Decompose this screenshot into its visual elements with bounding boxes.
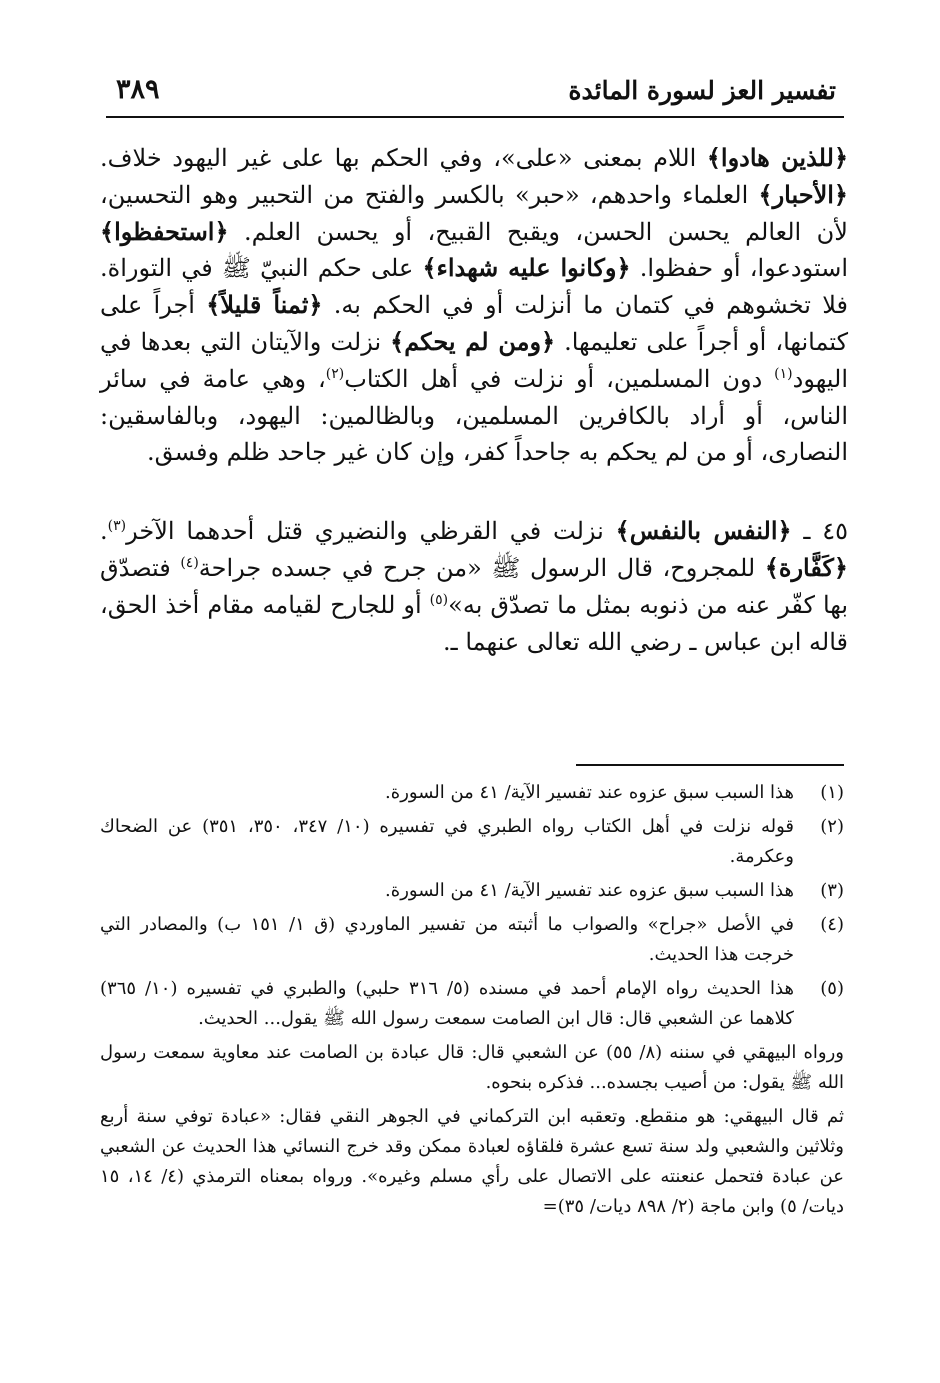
text-span: دون المسلمين، أو نزلت في أهل الكتاب — [344, 364, 775, 393]
footnote-5-continuation: ورواه البيهقي في سننه (٨/ ٥٥) عن الشعبي قال: قال عبادة بن الصامت عند معاوية سمعت رسول الله ﷺ يقول: من أصيب بجسده... فذكره بنحوه. — [100, 1042, 844, 1093]
footnote-text: هذا السبب سبق عزوه عند تفسير الآية/ ٤١ من السورة. — [385, 782, 794, 803]
footnote-2 — [100, 812, 844, 872]
footnote-ref: (٥) — [429, 591, 449, 608]
text-span: استودعوا، أو حفظوا. — [630, 254, 849, 283]
page-header — [106, 72, 844, 112]
paragraph-verse-45 — [100, 513, 848, 660]
paragraph-verse-44 — [100, 140, 848, 471]
footnote-number: (٥) — [820, 978, 844, 999]
footnote-text: هذا الحديث رواه الإمام أحمد في مسنده (٥/ ٣١٦ حلبي) والطبري في تفسيره (١٠/ ٣٦٥) كلاهما عن الشعبي قال: قال ابن الصامت سمعت رسول الله ﷺ يقول... الحديث. — [100, 978, 794, 1029]
footnote-text: في الأصل «جراح» والصواب ما أثبته من تفسير الماوردي (ق ١/ ١٥١ ب) والمصادر التي خرجت هذا الحديث. — [100, 914, 794, 965]
footnote-3 — [100, 876, 844, 906]
running-title: تفسير العز لسورة المائدة — [568, 76, 836, 105]
footnote-5 — [100, 974, 844, 1034]
quran-term: ﴿كَفَّارة﴾ — [764, 552, 848, 582]
text-span: للمجروح، قال الرسول ﷺ «من جرح في جسده جراحة — [198, 553, 765, 582]
quran-term: ﴿النفس بالنفس﴾ — [615, 516, 792, 546]
footnote-number: (٣) — [820, 880, 844, 901]
text-span: على حكم النبيّ ﷺ في التوراة. فلا تخشوهم في كتمان ما أنزلت أو في الحكم به. — [100, 254, 848, 320]
footnote-4 — [100, 910, 844, 970]
text-span: اللام بمعنى «على»، وفي الحكم بها على غير اليهود خلاف. — [100, 144, 707, 172]
footnote-ref: (٣) — [107, 518, 127, 535]
footnote-ref: (٤) — [180, 554, 199, 571]
text-span: . — [100, 517, 108, 546]
footnote-text: هذا السبب سبق عزوه عند تفسير الآية/ ٤١ من السورة. — [385, 880, 794, 901]
footnote-text: قوله نزلت في أهل الكتاب رواه الطبري في تفسيره (١٠/ ٣٤٧، ٣٥٠، ٣٥١) عن الضحاك وعكرمة. — [100, 816, 794, 867]
text-span: العلماء واحدهم، «حبر» بالكسر والفتح من التحبير وهو التحسين، لأن العالم يحسن الحسن، ويقبح القبيح، أو يحسن العلم. — [100, 180, 848, 246]
text-span: ، وهي عامة في سائر الناس، أو أراد بالكافرين المسلمين، وبالظالمين: اليهود، وبالفاسقين: النصارى، أو من لم يحكم به جاحداً كفر، وإن كان غير جاحد ظلم وفسق. — [100, 364, 848, 467]
main-text — [100, 140, 848, 660]
quran-term: ﴿وكانوا عليه شهداء﴾ — [422, 253, 631, 283]
text-span: فتصدّق بها كفّر عنه من ذنوبه بمثل ما تصدّق به» — [100, 553, 848, 619]
quran-term: ﴿الأحبار﴾ — [758, 179, 848, 209]
text-span: نزلت في القرظي والنضيري قتل أحدهما الآخر — [126, 517, 616, 546]
footnote-number: (٤) — [820, 914, 844, 935]
footnote-number: (٢) — [820, 816, 844, 837]
header-rule — [106, 116, 844, 118]
verse-number: ٤٥ ـ — [791, 517, 849, 546]
footnotes — [100, 778, 844, 1226]
text-span: نزلت والآيتان التي بعدها في اليهود — [100, 327, 848, 393]
text-span: أو للجارح لقيامه مقام أخذ الحق، قاله ابن عباس ـ رضي الله تعالى عنهما ـ. — [100, 590, 848, 656]
quran-term: ﴿للذين هادوا﴾ — [706, 143, 849, 172]
page-number: ٣٨٩ — [116, 74, 160, 105]
footnote-number: (١) — [820, 782, 844, 803]
quran-term: ﴿استحفظوا﴾ — [100, 216, 229, 246]
footnote-ref: (١) — [774, 365, 793, 382]
quran-term: ﴿ومن لم يحكم﴾ — [390, 326, 556, 356]
quran-term: ﴿ثمناً قليلاً﴾ — [206, 290, 323, 320]
text-span: أجراً على كتمانها، أو أجراً على تعليمها. — [100, 291, 848, 356]
footnote-rule — [576, 764, 844, 766]
footnote-ref: (٢) — [325, 365, 345, 382]
footnote-5-continuation: ثم قال البيهقي: هو منقطع. وتعقبه ابن التركماني في الجوهر النقي فقال: «عبادة توفي سنة أربع وثلاثين والشعبي ولد سنة تسع عشرة فلقاؤه لعبادة ممكن وقد خرج النسائي هذا الحديث عن الشعبي عن عبادة فتحمل عنعنته على الاتصال على رأي مسلم وغيره». ورواه بمعناه الترمذي (٤/ ١٤، ١٥ ديات/ ٥) وابن ماجة (٢/ ٨٩٨ ديات/ ٣٥)= — [100, 1106, 845, 1217]
footnote-1 — [100, 778, 844, 808]
